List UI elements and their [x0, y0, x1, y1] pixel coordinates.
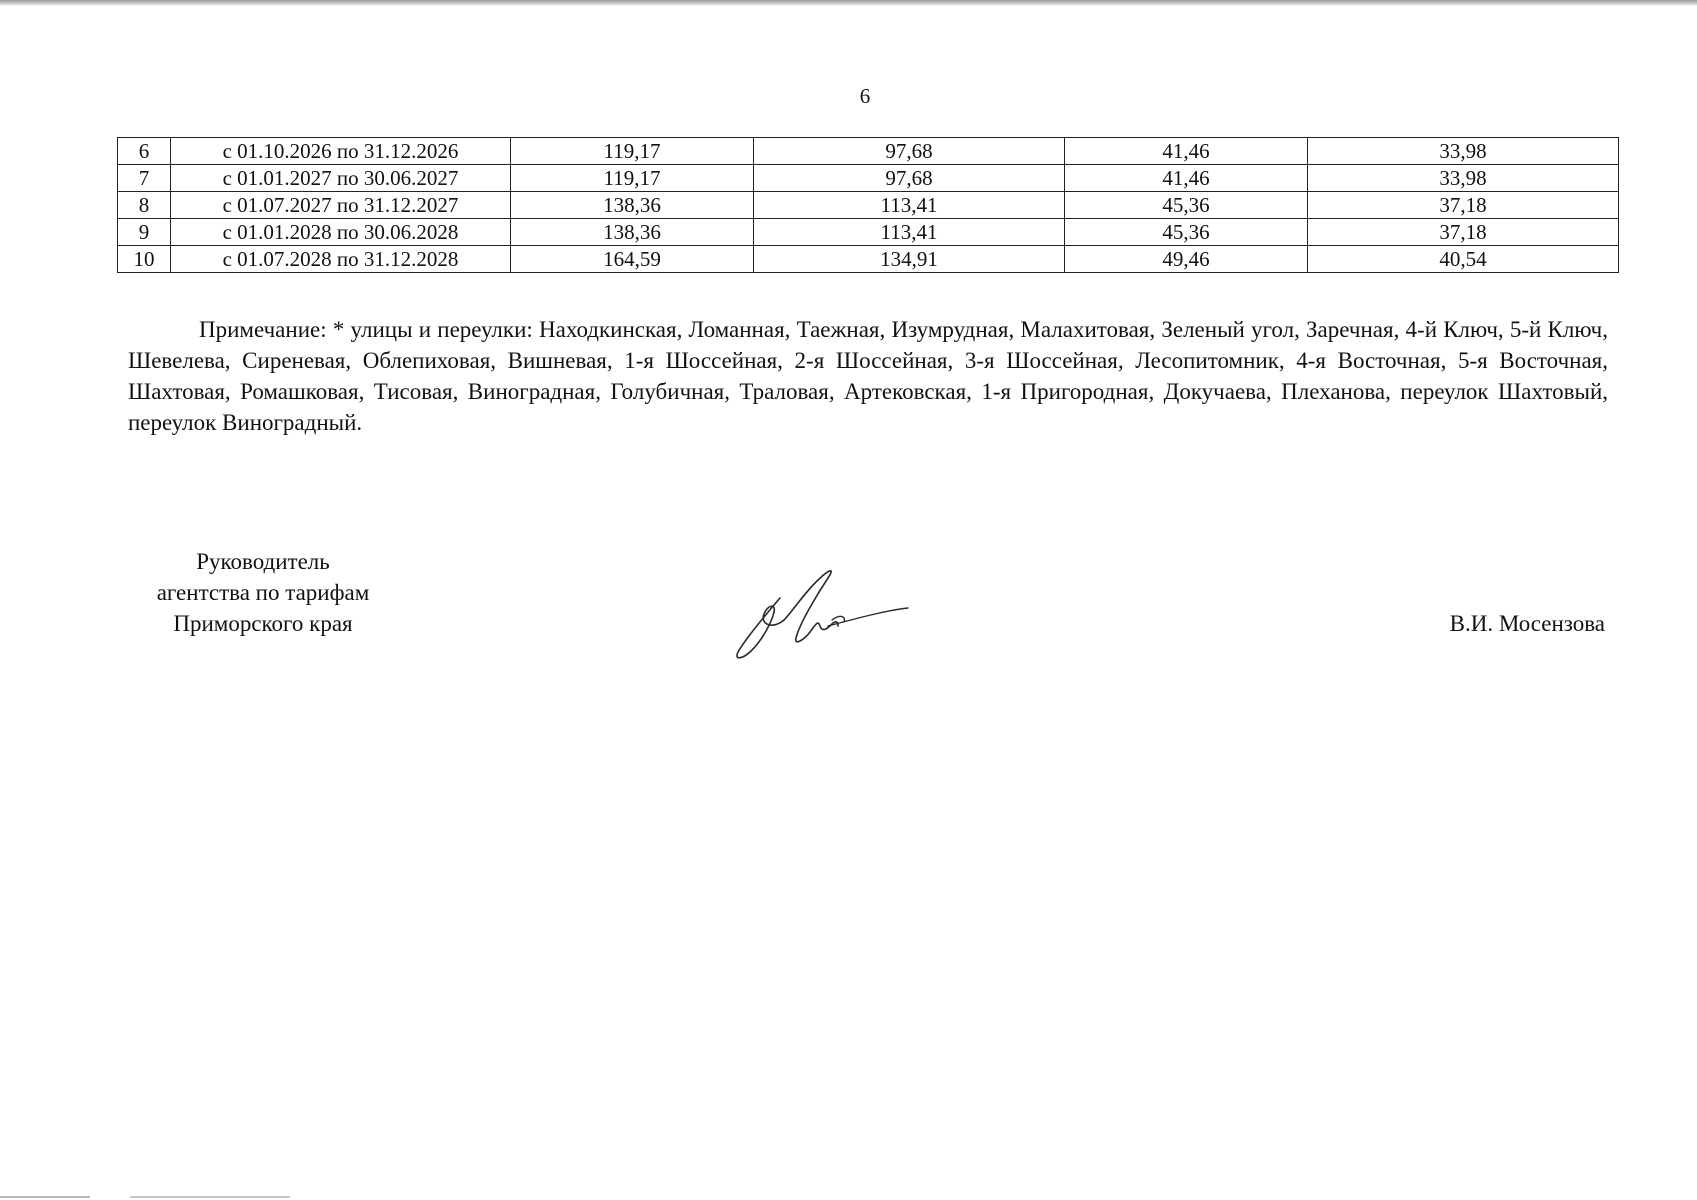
handwritten-signature-icon — [728, 560, 918, 660]
tariff-table — [117, 137, 1619, 273]
value-cell-1: 119,17 — [511, 165, 754, 192]
period-cell: с 01.01.2027 по 30.06.2027 — [171, 165, 511, 192]
value-cell-1: 119,17 — [511, 138, 754, 165]
value-cell-3: 41,46 — [1065, 165, 1308, 192]
period-cell: с 01.07.2028 по 31.12.2028 — [171, 246, 511, 273]
value-cell-1: 164,59 — [511, 246, 754, 273]
row-number-cell: 10 — [118, 246, 171, 273]
signer-title-line-3: Приморского края — [173, 611, 353, 636]
value-cell-2: 97,68 — [754, 165, 1065, 192]
signer-title-line-1: Руководитель — [196, 549, 330, 574]
value-cell-1: 138,36 — [511, 219, 754, 246]
period-cell: с 01.10.2026 по 31.12.2026 — [171, 138, 511, 165]
value-cell-3: 41,46 — [1065, 138, 1308, 165]
table-row — [118, 138, 1619, 165]
value-cell-2: 134,91 — [754, 246, 1065, 273]
note-paragraph: Примечание: * улицы и переулки: Находкинская, Ломанная, Таежная, Изумрудная, Малахитовая, Зеленый угол, Заречная, 4-й Ключ, 5-й Ключ, Шевелева, Сиреневая, Облепиховая, Вишневая, 1-я Шоссейная, 2-я Шоссейная, 3-я Шоссейная, Лесопитомник, 4-я Восточная, 5-я Восточная, Шахтовая, Ромашковая, Тисовая, Виноградная, Голубичная, Траловая, Артековская, 1-я Пригородная, Докучаева, Плеханова, переулок Шахтовый, переулок Виноградный. — [128, 317, 1608, 435]
row-number-cell: 9 — [118, 219, 171, 246]
table-row — [118, 192, 1619, 219]
value-cell-1: 138,36 — [511, 192, 754, 219]
row-number-cell: 6 — [118, 138, 171, 165]
table-row — [118, 246, 1619, 273]
signer-title-line-2: агентства по тарифам — [156, 580, 370, 605]
value-cell-4: 37,18 — [1308, 192, 1619, 219]
table-row — [118, 219, 1619, 246]
scan-edge-bottom-mid — [130, 1196, 290, 1198]
value-cell-4: 33,98 — [1308, 165, 1619, 192]
value-cell-3: 45,36 — [1065, 219, 1308, 246]
value-cell-4: 33,98 — [1308, 138, 1619, 165]
signer-title-block — [128, 546, 398, 639]
page-number: 6 — [859, 84, 871, 108]
period-cell: с 01.01.2028 по 30.06.2028 — [171, 219, 511, 246]
value-cell-2: 113,41 — [754, 192, 1065, 219]
row-number-cell: 8 — [118, 192, 171, 219]
value-cell-2: 97,68 — [754, 138, 1065, 165]
signer-name: В.И. Мосензова — [1449, 611, 1605, 636]
scan-edge-top — [0, 0, 1697, 6]
value-cell-4: 40,54 — [1308, 246, 1619, 273]
value-cell-2: 113,41 — [754, 219, 1065, 246]
value-cell-3: 49,46 — [1065, 246, 1308, 273]
value-cell-4: 37,18 — [1308, 219, 1619, 246]
value-cell-3: 45,36 — [1065, 192, 1308, 219]
period-cell: с 01.07.2027 по 31.12.2027 — [171, 192, 511, 219]
row-number-cell: 7 — [118, 165, 171, 192]
scan-edge-bottom-left — [0, 1196, 90, 1198]
table-row — [118, 165, 1619, 192]
